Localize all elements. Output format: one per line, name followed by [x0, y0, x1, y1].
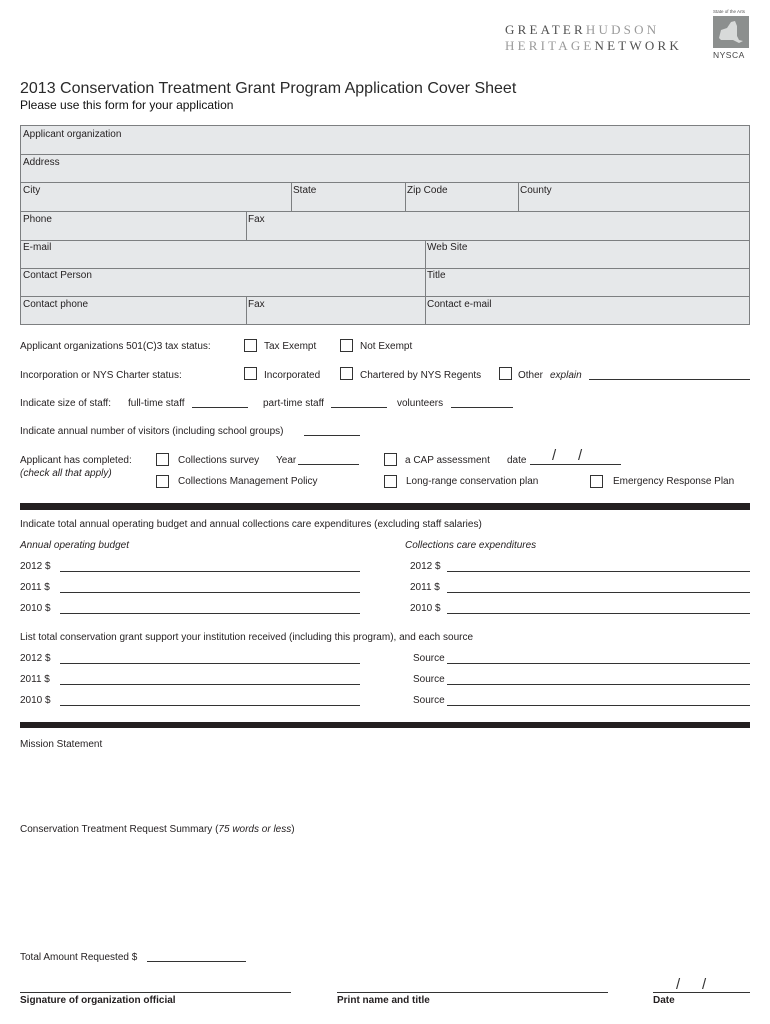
operating-budget-label: Annual operating budget	[20, 540, 129, 551]
longrange-label: Long-range conservation plan	[406, 476, 539, 487]
signature-label: Signature of organization official	[20, 995, 176, 1006]
logo-greater: GREATER	[505, 22, 586, 37]
budget-year-label: 2010 $	[410, 603, 441, 614]
date-label: Date	[653, 995, 675, 1006]
budget-year-label: 2012 $	[410, 561, 441, 572]
incorporated-label: Incorporated	[264, 370, 321, 381]
support-year-label: 2011 $	[20, 674, 50, 685]
part-time-input[interactable]	[331, 407, 387, 408]
collections-care-label: Collections care expenditures	[405, 540, 537, 551]
collections-survey-label: Collections survey	[178, 455, 260, 466]
summary-word-limit: 75 words or less	[218, 824, 292, 835]
address-field[interactable]: Address	[23, 157, 60, 168]
explain-label: explain	[550, 370, 582, 381]
volunteers-label: volunteers	[397, 398, 444, 409]
collections-2010-input[interactable]	[447, 613, 750, 614]
chartered-checkbox[interactable]	[340, 367, 353, 380]
source-2011-input[interactable]	[447, 684, 750, 685]
not-exempt-label: Not Exempt	[360, 341, 413, 352]
summary-label-end: )	[291, 824, 295, 835]
contact-person-field[interactable]: Contact Person	[23, 270, 92, 281]
year-input[interactable]	[298, 464, 359, 465]
date-separator: /	[676, 976, 681, 993]
operating-2011-input[interactable]	[60, 592, 360, 593]
total-amount-label: Total Amount Requested $	[20, 952, 138, 963]
summary-area[interactable]	[20, 838, 750, 948]
logo-line-2	[505, 38, 682, 54]
operating-2012-input[interactable]	[60, 571, 360, 572]
applicant-organization-field[interactable]: Applicant organization	[23, 129, 122, 140]
divider	[518, 182, 519, 211]
budget-year-label: 2011 $	[410, 582, 440, 593]
full-time-input[interactable]	[192, 407, 248, 408]
divider	[425, 240, 426, 324]
phone-field[interactable]: Phone	[23, 214, 52, 225]
support-2010-input[interactable]	[60, 705, 360, 706]
source-label: Source	[413, 653, 445, 664]
date-separator: /	[702, 976, 707, 993]
visitors-input[interactable]	[304, 435, 360, 436]
divider	[246, 211, 247, 240]
longrange-checkbox[interactable]	[384, 475, 397, 488]
budget-year-label: 2011 $	[20, 582, 50, 593]
divider	[246, 296, 247, 324]
support-heading: List total conservation grant support your institution received (including this program), and each source	[20, 632, 474, 643]
print-name-label: Print name and title	[337, 995, 430, 1006]
support-year-label: 2012 $	[20, 653, 51, 664]
collections-2011-input[interactable]	[447, 592, 750, 593]
budget-heading: Indicate total annual operating budget and annual collections care expenditures (excluding staff salaries)	[20, 519, 482, 530]
incorporated-checkbox[interactable]	[244, 367, 257, 380]
staff-size-label: Indicate size of staff:	[20, 398, 111, 409]
ny-state-icon	[713, 16, 749, 48]
summary-label-start: Conservation Treatment Request Summary (	[20, 824, 219, 835]
cap-checkbox[interactable]	[384, 453, 397, 466]
city-field[interactable]: City	[23, 185, 41, 196]
nysca-tagline: State of the Arts	[713, 9, 746, 14]
divider	[21, 268, 749, 269]
logo-network: NETWORK	[594, 38, 682, 53]
state-field[interactable]: State	[293, 185, 317, 196]
nysca-label: NYSCA	[713, 50, 745, 60]
completed-label: Applicant has completed:	[20, 455, 132, 466]
contact-fax-field[interactable]: Fax	[248, 299, 265, 310]
collections-2012-input[interactable]	[447, 571, 750, 572]
tax-status-label: Applicant organizations 501(C)3 tax status:	[20, 341, 211, 352]
contact-phone-field[interactable]: Contact phone	[23, 299, 89, 310]
source-2012-input[interactable]	[447, 663, 750, 664]
logo-hudson: HUDSON	[585, 22, 660, 37]
chartered-label: Chartered by NYS Regents	[360, 370, 482, 381]
not-exempt-checkbox[interactable]	[340, 339, 353, 352]
county-field[interactable]: County	[520, 185, 552, 196]
explain-input[interactable]	[589, 379, 750, 380]
emergency-label: Emergency Response Plan	[613, 476, 735, 487]
cap-date-input[interactable]	[530, 464, 621, 465]
section-divider	[20, 722, 750, 728]
page-title: 2013 Conservation Treatment Grant Program Application Cover Sheet	[20, 80, 517, 97]
page-subtitle: Please use this form for your application	[20, 98, 234, 112]
source-label: Source	[413, 674, 445, 685]
support-2012-input[interactable]	[60, 663, 360, 664]
budget-year-label: 2010 $	[20, 603, 51, 614]
divider	[291, 182, 292, 211]
contact-email-field[interactable]: Contact e-mail	[427, 299, 492, 310]
support-year-label: 2010 $	[20, 695, 51, 706]
mission-statement-label: Mission Statement	[20, 739, 103, 750]
summary-label	[20, 824, 295, 835]
support-2011-input[interactable]	[60, 684, 360, 685]
check-all-note: (check all that apply)	[20, 468, 112, 479]
emergency-checkbox[interactable]	[590, 475, 603, 488]
zip-code-field[interactable]: Zip Code	[407, 185, 448, 196]
cap-label: a CAP assessment	[405, 455, 490, 466]
signature-input[interactable]	[20, 992, 291, 993]
total-amount-input[interactable]	[147, 961, 246, 962]
other-checkbox[interactable]	[499, 367, 512, 380]
divider	[21, 182, 749, 183]
print-name-input[interactable]	[337, 992, 608, 993]
nysca-logo	[713, 16, 749, 48]
divider	[21, 240, 749, 241]
tax-exempt-checkbox[interactable]	[244, 339, 257, 352]
cmp-label: Collections Management Policy	[178, 476, 318, 487]
mission-statement-area[interactable]	[20, 752, 750, 818]
title-field[interactable]: Title	[427, 270, 446, 281]
date-separator: /	[552, 447, 557, 464]
visitors-label: Indicate annual number of visitors (including school groups)	[20, 426, 284, 437]
volunteers-input[interactable]	[451, 407, 513, 408]
logo-heritage: HERITAGE	[505, 38, 595, 53]
full-time-label: full-time staff	[128, 398, 185, 409]
date-label: date	[507, 455, 527, 466]
source-label: Source	[413, 695, 445, 706]
incorporation-label: Incorporation or NYS Charter status:	[20, 370, 182, 381]
tax-exempt-label: Tax Exempt	[264, 341, 317, 352]
budget-year-label: 2012 $	[20, 561, 51, 572]
fax-field[interactable]: Fax	[248, 214, 265, 225]
contact-info-grid	[20, 125, 750, 325]
cmp-checkbox[interactable]	[156, 475, 169, 488]
logo-line-1	[505, 22, 659, 38]
collections-survey-checkbox[interactable]	[156, 453, 169, 466]
source-2010-input[interactable]	[447, 705, 750, 706]
year-label: Year	[276, 455, 297, 466]
divider	[21, 211, 749, 212]
date-separator: /	[578, 447, 583, 464]
part-time-label: part-time staff	[263, 398, 324, 409]
divider	[21, 154, 749, 155]
operating-2010-input[interactable]	[60, 613, 360, 614]
email-field[interactable]: E-mail	[23, 242, 52, 253]
divider	[21, 296, 749, 297]
section-divider	[20, 503, 750, 510]
website-field[interactable]: Web Site	[427, 242, 468, 253]
other-label: Other	[518, 370, 544, 381]
divider	[405, 182, 406, 211]
